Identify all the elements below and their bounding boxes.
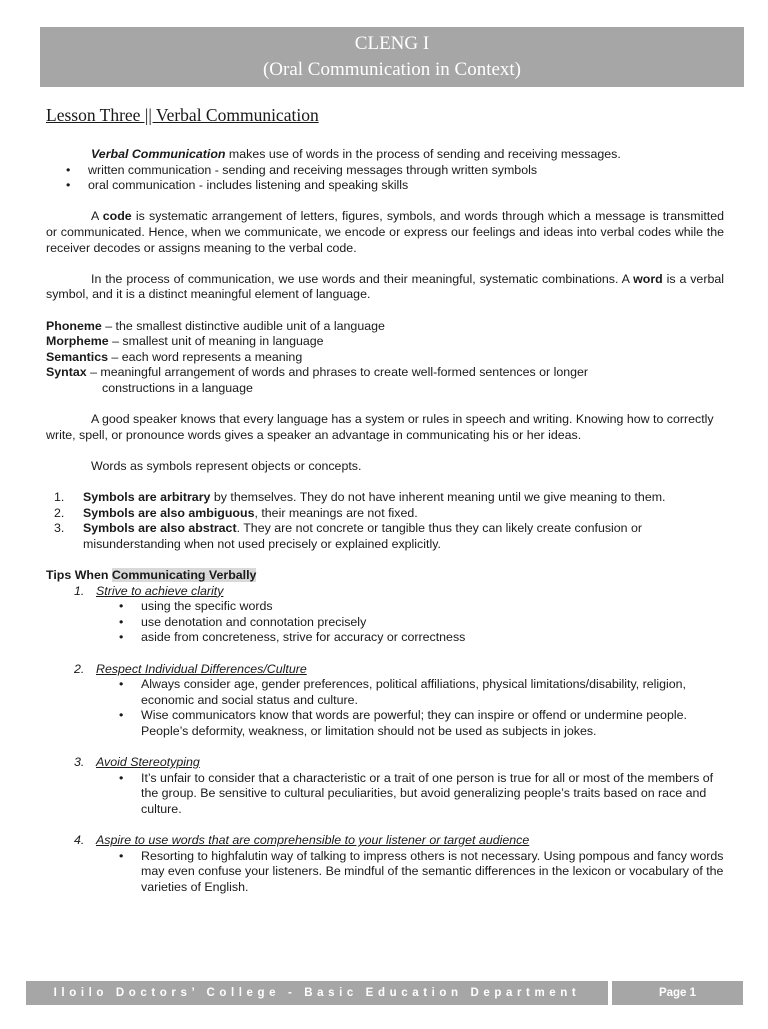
definition-item: Syntax – meaningful arrangement of words and phrases to create well-formed sentences or longer constructions in a language	[46, 365, 589, 395]
tip-section	[46, 755, 724, 817]
tip-heading: 2. Respect Individual Differences/Culture	[74, 661, 307, 676]
list-item: • Always consider age, gender preferences, political affiliations, physical limitations/disability, religion, economic and social status and culture.	[46, 677, 724, 708]
definition-item: Phoneme – the smallest distinctive audible unit of a language	[46, 318, 385, 333]
course-code: CLENG I	[354, 33, 430, 54]
list-item: • It’s unfair to consider that a characteristic or a trait of one person is true for all or most of the members of the group. Be sensitive to cultural peculiarities, but avoid generalizing people’s traits based on race and culture.	[46, 771, 724, 818]
tip-heading: 4. Aspire to use words that are comprehensible to your listener or target audience	[74, 833, 530, 848]
document-body	[46, 147, 724, 896]
tip-heading: 1. Strive to achieve clarity	[74, 583, 224, 598]
document-header	[40, 27, 744, 87]
tip-section	[46, 662, 724, 740]
speaker-paragraph: A good speaker knows that every language has a system or rules in speech and writing. Knowing how to correctly write, spell, or pronounce words gives a speaker an advantage in communicating his or her ideas.	[46, 412, 714, 442]
tip-section	[46, 833, 724, 895]
list-item: 3. Symbols are also abstract. They are not concrete or tangible thus they can likely create confusion or misunderstanding when not used precisely or explained explicitly.	[54, 521, 643, 551]
symbols-paragraph: Words as symbols represent objects or concepts.	[91, 458, 362, 473]
intro-bullets	[46, 163, 724, 194]
lesson-title: Lesson Three || Verbal Communication	[46, 105, 319, 125]
symbols-list	[46, 490, 724, 552]
footer-institution: Iloilo Doctors’ College - Basic Education Department (SHS)	[26, 981, 608, 1005]
definition-item: Morpheme – smallest unit of meaning in language	[46, 334, 324, 349]
list-item: • oral communication - includes listening and speaking skills	[46, 178, 724, 194]
word-paragraph: In the process of communication, we use words and their meaningful, systematic combinations. A word is a verbal symbol, and it is a distinct meaningful element of language.	[46, 271, 724, 302]
tips-heading: Tips When Communicating Verbally	[46, 568, 257, 583]
tip-section	[46, 584, 724, 646]
list-item: • using the specific words	[46, 599, 724, 615]
list-item: • aside from concreteness, strive for accuracy or correctness	[46, 630, 724, 646]
list-item: 2. Symbols are also ambiguous, their meanings are not fixed.	[54, 505, 418, 520]
word-term: word	[633, 271, 663, 286]
intro-term: Verbal Communication	[91, 147, 226, 161]
list-item: 1. Symbols are arbitrary by themselves. They do not have inherent meaning until we give meaning to them.	[54, 490, 666, 505]
definition-item: Semantics – each word represents a meaning	[46, 349, 303, 364]
page-number: Page 1	[612, 981, 743, 1005]
intro-paragraph	[46, 147, 724, 163]
list-item: • written communication - sending and receiving messages through written symbols	[46, 163, 724, 179]
list-item: • Wise communicators know that words are powerful; they can inspire or offend or undermine people. People’s deformity, weakness, or limitation should not be used as subjects in jokes.	[46, 708, 724, 739]
intro-text: makes use of words in the process of sending and receiving messages.	[225, 147, 621, 161]
list-item: • Resorting to highfalutin way of talking to impress others is not necessary. Using pompous and fancy words may even confuse your listeners. Be mindful of the semantic differences in the lexicon or vocabulary of the varieties of English.	[46, 849, 724, 896]
definitions-list	[46, 319, 724, 397]
code-paragraph: A code is systematic arrangement of letters, figures, symbols, and words through which a message is transmitted or communicated. Hence, when we communicate, we encode or express our feelings and ideas into verbal codes while the receiver decodes or assigns meaning to the verbal code.	[46, 209, 724, 255]
course-title: (Oral Communication in Context)	[262, 59, 522, 80]
list-item: • use denotation and connotation precisely	[46, 615, 724, 631]
tip-heading: 3. Avoid Stereotyping	[74, 755, 200, 770]
code-term: code	[102, 209, 132, 224]
